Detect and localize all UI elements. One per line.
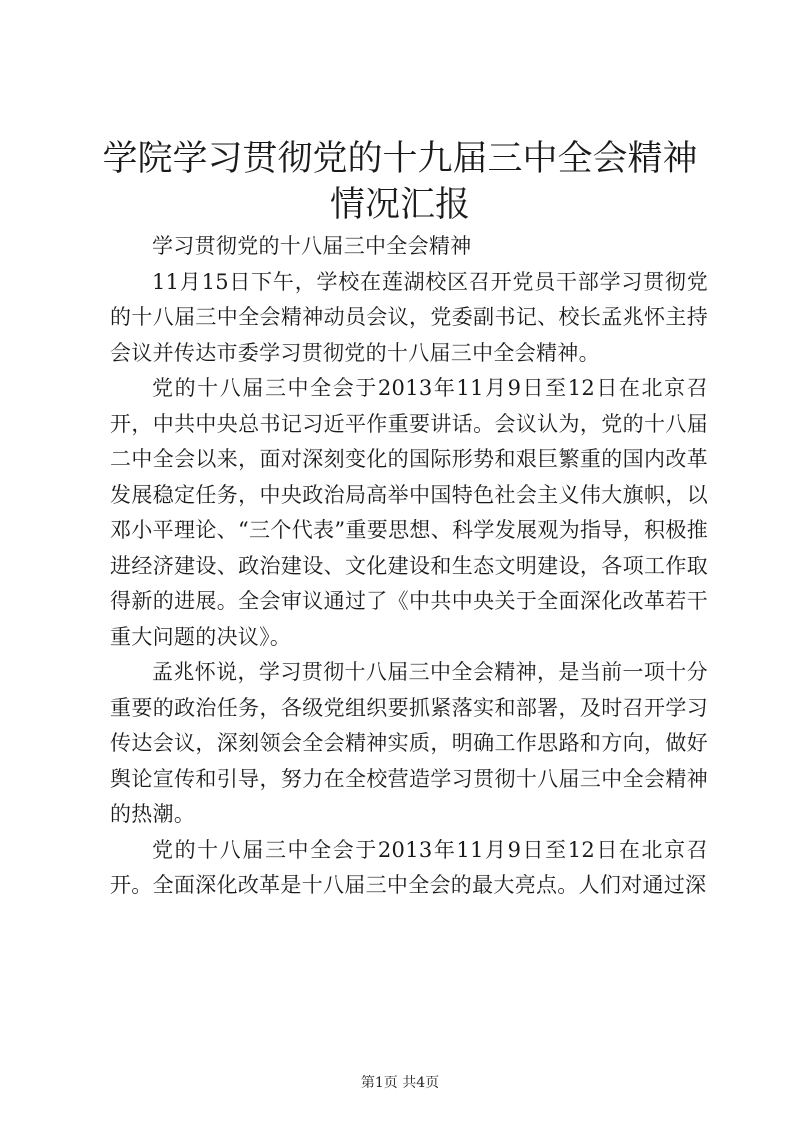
paragraph-meeting: 11月15日下午，学校在莲湖校区召开党员干部学习贯彻党的十八届三中全会精神动员会议，党委副书记、校长孟兆怀主持会议并传达市委学习贯彻党的十八届三中全会精神。: [110, 269, 708, 365]
paragraph-meng: 孟兆怀说，学习贯彻十八届三中全会精神，是当前一项十分重要的政治任务，各级党组织要抓紧落实和部署，及时召开学习传达会议，深刻领会全会精神实质，明确工作思路和方向，做好舆论宣传和引导，努力在全校营造学习贯彻十八届三中全会精神的热潮。: [110, 660, 708, 826]
document-body: [110, 229, 708, 904]
paragraph-plenum: 党的十八届三中全会于2013年11月9日至12日在北京召开，中共中央总书记习近平作重要讲话。会议认为，党的十八届二中全会以来，面对深刻变化的国际形势和艰巨繁重的国内改革发展稳定任务，中央政治局高举中国特色社会主义伟大旗帜，以邓小平理论、“三个代表”重要思想、科学发展观为指导，积极推进经济建设、政治建设、文化建设和生态文明建设，各项工作取得新的进展。全会审议通过了《中共中央关于全面深化改革若干重大问题的决议》。: [110, 376, 708, 649]
paragraph-reform: 党的十八届三中全会于2013年11月9日至12日在北京召开。全面深化改革是十八届三中全会的最大亮点。人们对通过深: [110, 837, 708, 897]
page-footer: 第1页 共4页: [360, 1075, 440, 1091]
paragraph-subtitle: 学习贯彻党的十八届三中全会精神: [152, 234, 472, 258]
document-title: 学院学习贯彻党的十九届三中全会精神情况汇报: [102, 139, 698, 225]
